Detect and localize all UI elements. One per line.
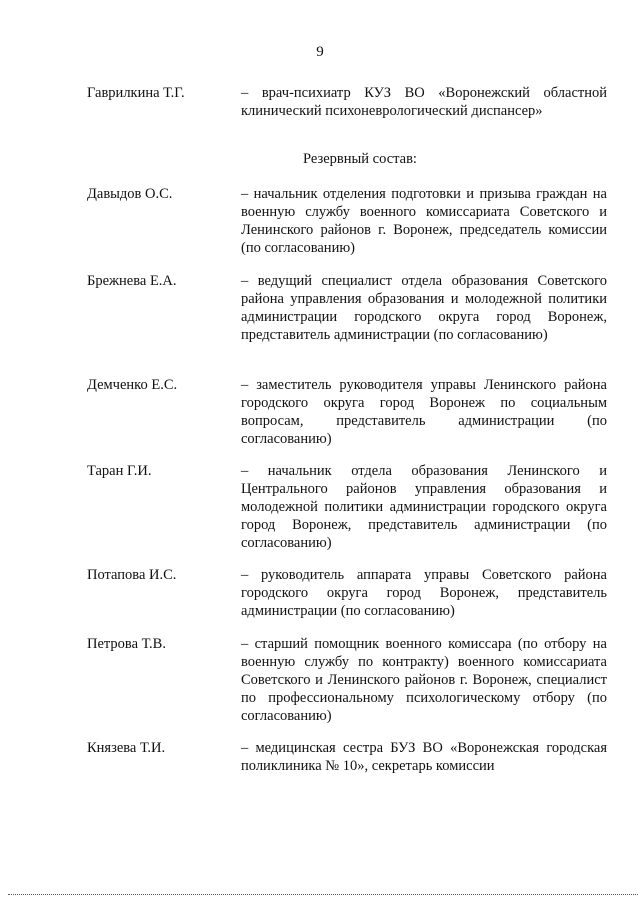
- member-description: – руководитель аппарата управы Советского района городского округа город Воронеж, представитель администрации (по согласованию): [241, 567, 607, 619]
- member-name: Петрова Т.В.: [87, 636, 166, 652]
- member-name: Князева Т.И.: [87, 740, 166, 756]
- member-description: – начальник отдела образования Ленинского и Центрального районов управления образования и молодежной политики администрации городского округа город Воронеж, представитель администрации (по согласованию): [241, 463, 607, 551]
- member-description: – заместитель руководителя управы Ленинского района городского округа город Воронеж по социальным вопросам, представитель администрации (по согласованию): [241, 377, 607, 447]
- member-description: – ведущий специалист отдела образования Советского района управления образования и молодежной политики администрации городского округа город Воронеж, представитель администрации (по согласованию): [241, 273, 607, 343]
- member-description: – старший помощник военного комиссара (по отбору на военную службу по контракту) военного комиссариата Советского и Ленинского районов г. Воронеж, специалист по профессиональному психологическому отбору (по согласованию): [241, 636, 607, 724]
- member-name: Таран Г.И.: [87, 463, 152, 479]
- member-name: Потапова И.С.: [87, 567, 177, 583]
- footer-divider: [8, 894, 638, 895]
- reserve-heading: Резервный состав:: [303, 151, 417, 167]
- member-description: – медицинская сестра БУЗ ВО «Воронежская городская поликлиника № 10», секретарь комиссии: [241, 740, 607, 774]
- member-name: Давыдов О.С.: [87, 186, 173, 202]
- member-name: Демченко Е.С.: [87, 377, 178, 393]
- page-number: 9: [316, 44, 324, 60]
- member-name: Брежнева Е.А.: [87, 273, 177, 289]
- member-description: – врач-психиатр КУЗ ВО «Воронежский областной клинический психоневрологический диспансер»: [241, 85, 607, 119]
- member-name: Гаврилкина Т.Г.: [87, 85, 185, 101]
- member-description: – начальник отделения подготовки и призыва граждан на военную службу военного комиссариата Советского и Ленинского районов г. Воронеж, председатель комиссии (по согласованию): [241, 186, 607, 256]
